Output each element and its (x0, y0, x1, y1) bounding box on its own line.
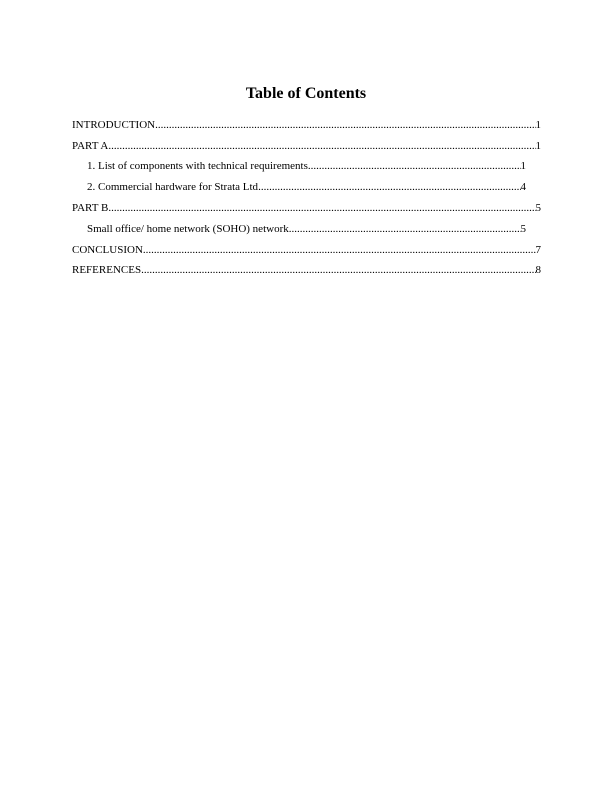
toc-entry-page: 5 (520, 223, 526, 235)
dot-leader (143, 243, 536, 257)
toc-entry-introduction[interactable] (72, 118, 541, 132)
dot-leader (141, 263, 535, 277)
toc-entry-page: 7 (535, 244, 541, 256)
toc-entry-part-b[interactable] (72, 201, 541, 215)
toc-entry-page: 8 (535, 264, 541, 276)
toc-entry-part-a[interactable] (72, 139, 541, 153)
toc-entry-label: PART B (72, 202, 109, 214)
toc-entry-references[interactable] (72, 263, 541, 277)
toc-entry-list-of-components[interactable] (87, 159, 526, 173)
toc-entry-page: 4 (520, 181, 526, 193)
toc-entry-page: 1 (535, 119, 541, 131)
toc-entry-page: 1 (520, 160, 526, 172)
toc-entry-soho-network[interactable] (87, 222, 526, 236)
toc-entry-label: INTRODUCTION (72, 119, 156, 131)
dot-leader (155, 118, 535, 132)
dot-leader (258, 180, 520, 194)
toc-entry-label: REFERENCES (72, 264, 142, 276)
toc-entry-label: 1. List of components with technical requirements (87, 160, 308, 172)
toc-entry-label: Small office/ home network (SOHO) network (87, 223, 289, 235)
toc-title: Table of Contents (245, 85, 367, 102)
toc-entry-label: PART A (72, 140, 109, 152)
dot-leader (108, 139, 535, 153)
dot-leader (308, 159, 521, 173)
toc-entry-commercial-hardware[interactable] (87, 180, 526, 194)
dot-leader (108, 201, 535, 215)
dot-leader (289, 222, 521, 236)
toc-entry-label: CONCLUSION (72, 244, 143, 256)
toc-entry-page: 1 (535, 140, 541, 152)
toc-entry-page: 5 (535, 202, 541, 214)
toc-entry-label: 2. Commercial hardware for Strata Ltd (87, 181, 259, 193)
toc-entry-conclusion[interactable] (72, 243, 541, 257)
